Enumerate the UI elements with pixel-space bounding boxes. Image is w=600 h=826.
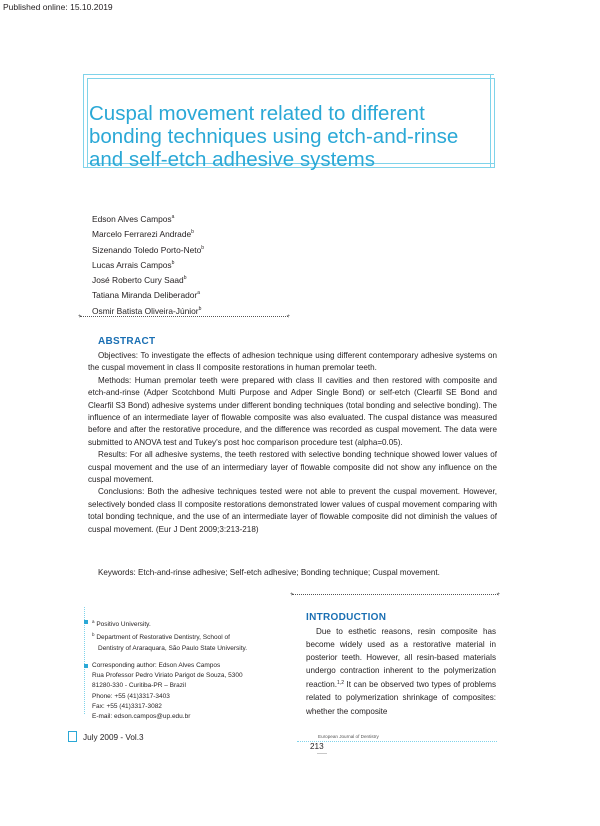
author-list: [92, 211, 342, 318]
author-name: Lucas Arrais Campos$^b$: [92, 259, 175, 270]
divider-lower: + +: [290, 592, 500, 598]
abstract-heading: ABSTRACT: [98, 336, 156, 347]
footer-issue: July 2009 - Vol.3: [68, 731, 144, 742]
page-number: 213: [310, 742, 324, 751]
published-online-stamp: Published online: 15.10.2019: [3, 2, 113, 12]
bullet-square-icon: [84, 664, 88, 668]
affiliation-b: $^b$ Department of Restorative Dentistry, School of Dentistry of Araraquara, São Paulo State University.: [92, 632, 248, 652]
abstract-objectives: Objectives: To investigate the effects of adhesion technique using different contemporary adhesive systems on the cuspal movement in class II composite restorations in human premolar teeth.: [88, 351, 497, 373]
author-name: Osmir Batista Oliveira-Júnior$^b$: [92, 305, 202, 316]
author-name: Sizenando Toledo Porto-Neto$^b$: [92, 244, 205, 255]
affiliations-sidebar: [84, 617, 284, 723]
footer-square-icon: [68, 731, 77, 742]
keywords: Keywords: Etch-and-rinse adhesive; Self-etch adhesive; Bonding technique; Cuspal movement.: [98, 568, 440, 577]
title-frame: [83, 74, 495, 171]
affiliation-a: $^a$ Positivo University.: [84, 617, 284, 630]
introduction-paragraph: Due to esthetic reasons, resin composite has become widely used as a restorative material in posterior teeth. However, all resin-based materials undergo contraction inherent to the polymerization reaction.$^{1,2}$ It can be observed two types of problems related to polymerization shrinkage of composites: whether the composite: [306, 627, 496, 716]
citation-ref[interactable]: 1,2: [337, 680, 344, 687]
page-mark: [317, 753, 327, 754]
introduction-heading: INTRODUCTION: [306, 612, 387, 623]
author-name: José Roberto Cury Saad$^b$: [92, 275, 187, 286]
abstract-conclusions: Conclusions: Both the adhesive techniques tested were not able to prevent the cuspal movement. However, selectively bonded class II composite restorations demonstrated lower values of cuspal movement comparing with total bonding technique, and the use of an intermediate layer of flowable composite did not diminish the values of cuspal movement. (Eur J Dent 2009;3:213-218): [88, 487, 497, 534]
author-name: Edson Alves Campos$^a$: [92, 214, 175, 224]
introduction-section: [306, 612, 496, 718]
article-title: Cuspal movement related to different bonding techniques using etch-and-rinse and self-etch adhesive systems: [89, 101, 459, 171]
abstract-results: Results: For all adhesive systems, the teeth restored with selective bonding technique showed lower values of cuspal movement and the use of an intermediary layer of flowable composite did not show any influence on the cuspal movement.: [88, 450, 497, 485]
bullet-square-icon: [84, 620, 88, 624]
divider-upper: + +: [78, 314, 290, 320]
author-name: Marcelo Ferrarezi Andrade$^b$: [92, 229, 194, 240]
email-address[interactable]: E-mail: edson.campos@up.edu.br: [92, 713, 191, 721]
footer-journal: European Journal of Dentistry: [318, 734, 379, 739]
abstract-section: [88, 336, 497, 536]
abstract-methods: Methods: Human premolar teeth were prepared with class II cavities and then restored with composite and etch-and-rinse (Adper Scotchbond Multi Purpose and Adper Single Bond) or self-etch (Clearfil SE Bond and Clearfil S3 Bond) adhesive systems under different bonding techniques (total bonding and selective bonding). The influence of an intermediate layer of flowable composite was also evaluated. The cuspal distance was measured before and after the restorative procedure, and the difference was recorded as cuspal movement. The data were submitted to ANOVA test and Tukey's post hoc comparison procedure test (alpha=0.05).: [88, 375, 497, 447]
footer-rule: [297, 741, 497, 742]
author-name: Tatiana Miranda Deliberador$^a$: [92, 290, 200, 301]
corresponding-author: Corresponding author: Edson Alves Campos Rua Professor Pedro Viriato Parigot de Souza, 5300 81280-330 - Curitiba-PR – Brazil Phone: +55 (41)3317-3403 Fax: +55 (41)3317-3082 E-mail: edson.campos@up.edu.br: [84, 661, 284, 723]
